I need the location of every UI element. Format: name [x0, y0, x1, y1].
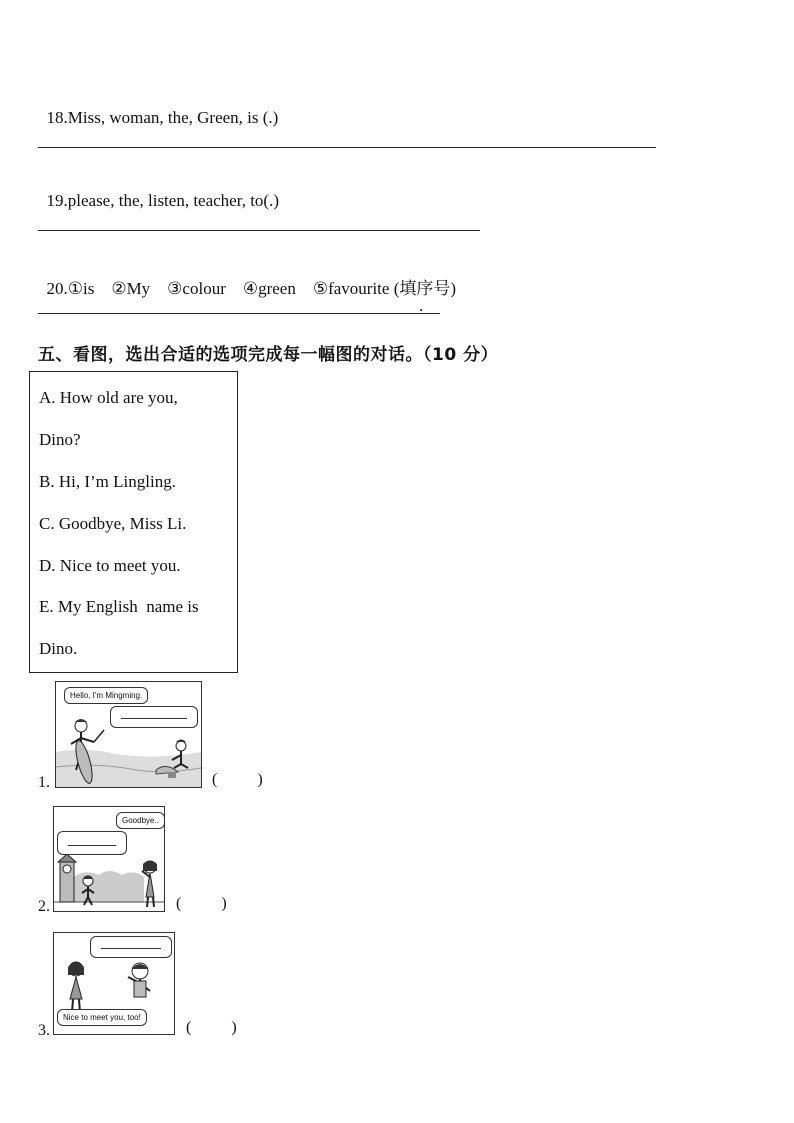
picture-number: 2.	[38, 898, 50, 915]
answer-period: .	[419, 296, 424, 315]
picture-1	[55, 681, 202, 788]
answer-parentheses[interactable]: ( )	[176, 895, 227, 912]
question-text: Miss, woman, the, Green, is (.)	[67, 108, 279, 127]
picture-2	[53, 806, 165, 912]
answer-line-18[interactable]	[38, 147, 656, 148]
picture-number: 3.	[38, 1022, 50, 1039]
picture-number: 1.	[38, 774, 50, 791]
question-number: 18.	[46, 108, 68, 127]
picture-3	[53, 932, 175, 1035]
answer-parentheses[interactable]: ( )	[212, 771, 263, 788]
question-number: 19.	[46, 191, 68, 210]
question-text: please, the, listen, teacher, to(.)	[67, 191, 280, 210]
option-line: B. Hi, I’m Lingling.	[39, 472, 176, 491]
option-line: E. My English name is	[39, 597, 199, 616]
question-text: ①is ②My ③colour ④green ⑤favourite (填序号)	[67, 279, 457, 298]
blank-speech-bubble	[90, 936, 172, 958]
option-line: D. Nice to meet you.	[39, 556, 181, 575]
blank-speech-bubble	[57, 831, 127, 855]
question-18	[38, 88, 278, 128]
speech-bubble: Goodbye..	[116, 812, 165, 829]
answer-parentheses[interactable]: ( )	[186, 1019, 237, 1036]
section-title: 五、看图，选出合适的选项完成每一幅图的对话。（10 分）	[38, 345, 499, 365]
option-line: C. Goodbye, Miss Li.	[39, 514, 187, 533]
option-line: Dino?	[39, 430, 81, 449]
answer-line-20[interactable]	[38, 313, 440, 314]
speech-bubble: Nice to meet you, too!	[57, 1009, 147, 1026]
question-20	[38, 254, 456, 299]
answer-line-19[interactable]	[38, 230, 480, 231]
options-box	[29, 371, 238, 673]
question-number: 20.	[46, 279, 68, 298]
question-19	[38, 171, 279, 211]
speech-bubble: Hello, I'm Mingming.	[64, 687, 148, 704]
option-line: Dino.	[39, 639, 78, 658]
option-line: A. How old are you,	[39, 388, 178, 407]
blank-speech-bubble	[110, 706, 198, 728]
